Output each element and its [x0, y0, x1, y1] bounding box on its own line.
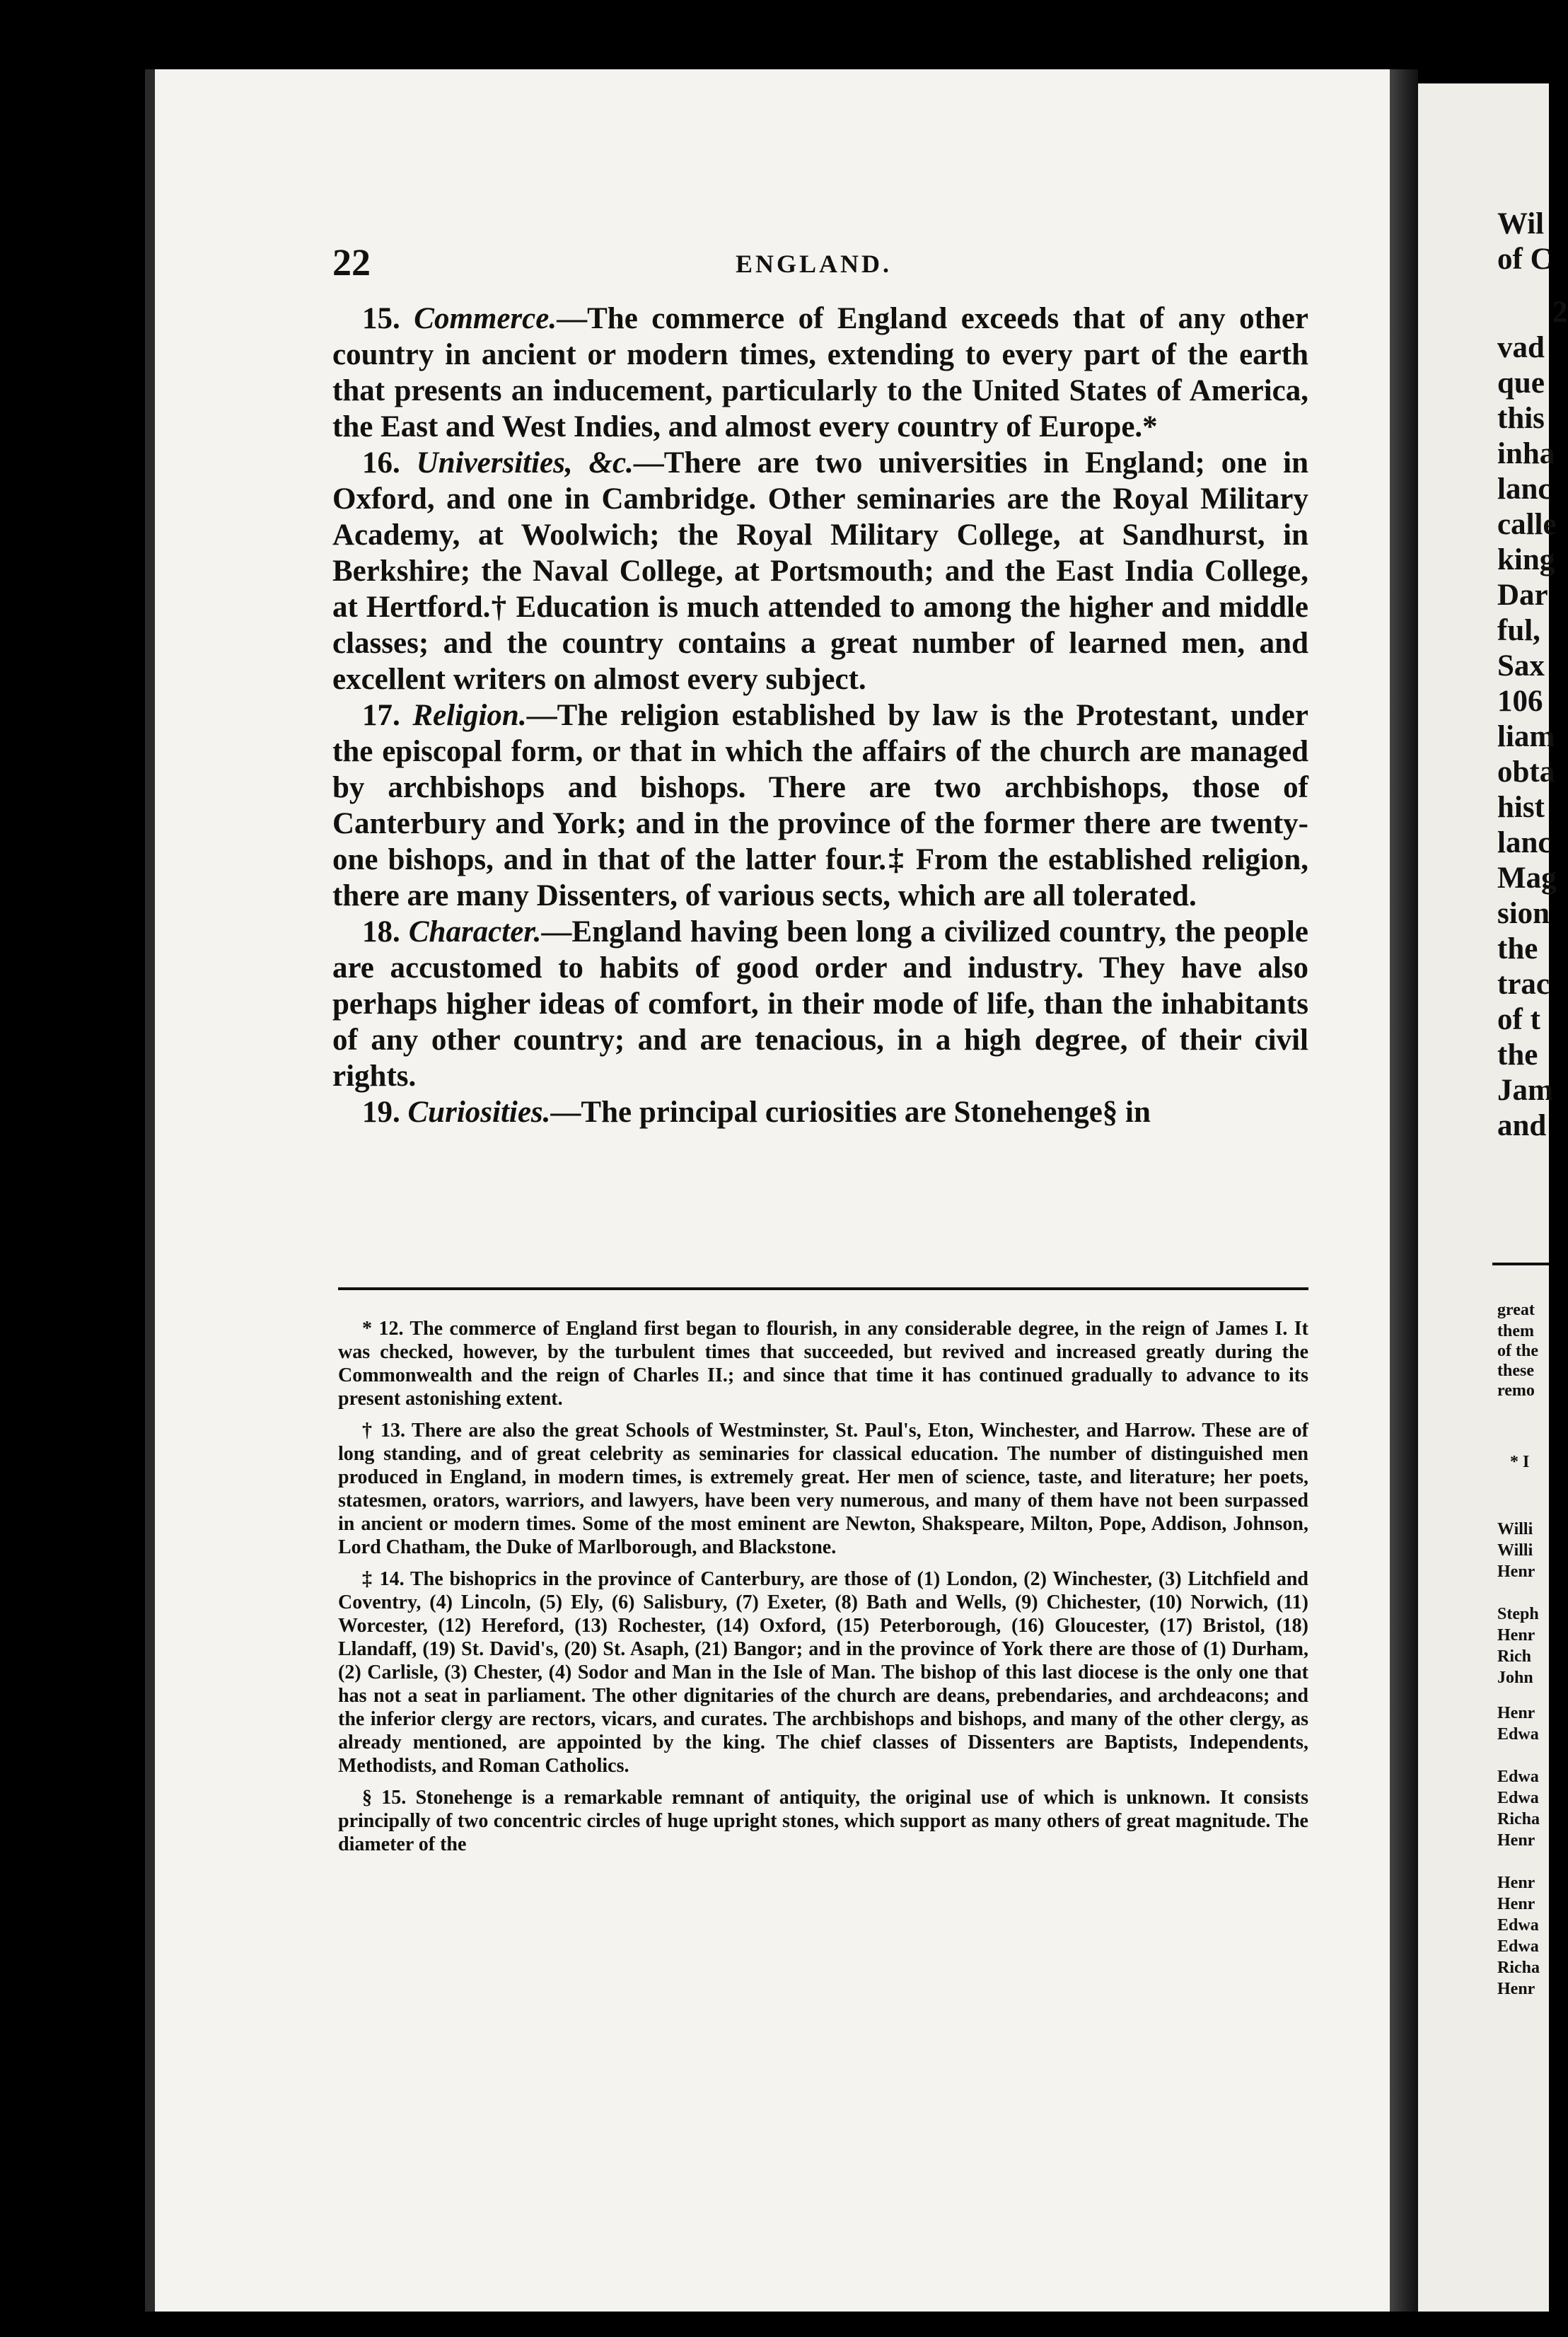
footnotes: [338, 1317, 1308, 1865]
section-number: 19.: [362, 1096, 400, 1129]
page-number: 22: [332, 241, 371, 284]
section-text: —The religion established by law is the Protestant, under the episcopal form, or that in which the affairs of the church are managed by archbishops and bishops. There are two archbishops, those of Canterbury and York; and in the province of the former there are twenty-one bishops, and in that of the latter four.‡ From the established religion, there are many Dissenters, of various sects, which are all tolerated.: [332, 699, 1308, 912]
facing-page-fragment: que: [1497, 366, 1545, 400]
facing-page-footnote-fragment: Willi: [1497, 1541, 1533, 1560]
facing-page-fragment: and: [1497, 1109, 1547, 1142]
page-header: [332, 240, 1323, 283]
paragraph-universities: [332, 445, 1308, 697]
section-heading: Religion.: [412, 699, 527, 732]
running-head: ENGLAND.: [736, 250, 893, 278]
facing-page-fragment: hist: [1497, 791, 1545, 824]
facing-page-footnote-fragment: Henr: [1497, 1626, 1535, 1645]
facing-page-fragment: calle: [1497, 508, 1557, 541]
facing-page-fragment: this: [1497, 402, 1545, 435]
facing-page-footnote-fragment: Henr: [1497, 1562, 1535, 1581]
footnote: § 15. Stonehenge is a remarkable remnant of antiquity, the original use of which is unknown. It consists principally of two concentric circles of huge upright stones, which support as many others of great magnitude. The diameter of the: [338, 1787, 1308, 1855]
facing-page-footnote-fragment: Edwa: [1497, 1725, 1539, 1744]
section-number: 16.: [362, 446, 400, 480]
footnote: † 13. There are also the great Schools of Westminster, St. Paul's, Eton, Winchester, and Harrow. These are of long standing, and of great celebrity as seminaries for classical education. The number of distinguished men produced in England, in modern times, is extremely great. Her men of science, taste, and literature; her poets, statesmen, orators, warriors, and lawyers, have been very numerous, and many of them have not been surpassed in ancient or modern times. Some of the most eminent are Newton, Shakspeare, Milton, Pope, Addison, Johnson, Lord Chatham, the Duke of Marlborough, and Blackstone.: [338, 1420, 1308, 1558]
paragraph-religion: [332, 697, 1308, 914]
facing-page-footnote-fragment: Richa: [1497, 1959, 1540, 1977]
facing-page-footnote-fragment: them: [1497, 1322, 1534, 1340]
paragraph-character: [332, 914, 1308, 1094]
book-gutter: [1390, 69, 1418, 2312]
section-number: 18.: [362, 915, 400, 949]
facing-page-fragment: the: [1497, 1038, 1538, 1072]
facing-page-fragment: the: [1497, 932, 1538, 965]
facing-page-fragment: of C: [1497, 243, 1552, 276]
facing-page-edge: [1418, 83, 1568, 2312]
footnote: * 12. The commerce of England first began to flourish, in any considerable degree, in the reign of James I. It was checked, however, by the turbulent times that succeeded, but revived and increased greatly during the Commonwealth and the reign of Charles II.; and since that time it has continued gradually to advance to its present astonishing extent.: [338, 1318, 1308, 1410]
facing-page-footnote-fragment: * I: [1510, 1453, 1530, 1471]
facing-page-fragment: obta: [1497, 755, 1555, 789]
facing-page-footnote-fragment: Henr: [1497, 1895, 1535, 1913]
paragraph-curiosities: [332, 1094, 1308, 1130]
section-text: —England having been long a civilized country, the people are accustomed to habits of good order and industry. They have also perhaps higher ideas of comfort, in their mode of life, than the inhabitants of any other country; and are tenacious, in a high degree, of their civil rights.: [332, 915, 1309, 1093]
facing-page-fragment: king: [1497, 543, 1555, 576]
facing-page-fragment: liam: [1497, 720, 1555, 753]
facing-page-footnote-fragment: these: [1497, 1362, 1534, 1380]
facing-page-footnote-fragment: John: [1497, 1669, 1533, 1687]
facing-page-footnote-fragment: Edwa: [1497, 1768, 1539, 1786]
facing-page-footnote-fragment: Willi: [1497, 1520, 1533, 1538]
section-text: —The commerce of England exceeds that of any other country in ancient or modern times, extending to every part of the earth that presents an inducement, particularly to the United States of America, the East and West Indies, and almost every country of Europe.*: [332, 302, 1309, 443]
facing-page-fragment: ful,: [1497, 614, 1540, 647]
facing-page-footnote-fragment: great: [1497, 1301, 1535, 1319]
facing-page-footnote-fragment: of the: [1497, 1342, 1538, 1360]
section-heading: Universities, &c.: [416, 446, 634, 480]
section-text: —There are two universities in England; one in Oxford, and one in Cambridge. Other seminaries are the Royal Military Academy, at Woolwich; the Royal Military College, at Sandhurst, in Berkshire; the Naval College, at Portsmouth; and the East India College, at Hertford.† Education is much attended to among the higher and middle classes; and the country contains a great number of learned men, and excellent writers on almost every subject.: [332, 446, 1309, 696]
facing-page-fragment: Jam: [1497, 1074, 1553, 1107]
facing-page-footnote-fragment: Edwa: [1497, 1916, 1539, 1935]
section-number: 17.: [362, 699, 400, 732]
facing-page-fragment: 106: [1497, 685, 1543, 718]
facing-page-fragment: inha: [1497, 437, 1555, 470]
facing-page-footnote-fragment: Henr: [1497, 1704, 1535, 1722]
facing-page-footnote-fragment: Richa: [1497, 1810, 1540, 1828]
facing-page-fragment: lanc: [1497, 472, 1552, 506]
section-text: —The principal curiosities are Stonehenge§ in: [550, 1096, 1151, 1129]
facing-page-footnote-fragment: Rich: [1497, 1647, 1531, 1666]
main-text: [332, 301, 1308, 1130]
facing-page-fragment: Dar: [1497, 579, 1548, 612]
facing-page-footnote-fragment: Edwa: [1497, 1789, 1539, 1807]
facing-page-footnote-fragment: Steph: [1497, 1605, 1539, 1623]
facing-page-fragment: trac: [1497, 968, 1550, 1001]
facing-page-fragment: Wil: [1497, 207, 1545, 240]
facing-page-fragment: Sax: [1497, 649, 1545, 683]
facing-page-rule: [1492, 1263, 1549, 1265]
facing-page-fragment: vad: [1497, 331, 1545, 364]
paragraph-commerce: [332, 301, 1308, 445]
section-heading: Commerce.: [414, 302, 557, 335]
facing-page-fragment: of t: [1497, 1003, 1540, 1036]
facing-page-fragment: 2: [1552, 296, 1568, 329]
footnote-divider: [338, 1287, 1308, 1290]
footnote: ‡ 14. The bishoprics in the province of Canterbury, are those of (1) London, (2) Winchester, (3) Litchfield and Coventry, (4) Lincoln, (5) Ely, (6) Salisbury, (7) Exeter, (8) Bath and Wells, (9) Chichester, (10) Norwich, (11) Worcester, (12) Hereford, (13) Rochester, (14) Oxford, (15) Peterborough, (16) Gloucester, (17) Bristol, (18) Llandaff, (19) St. David's, (20) St. Asaph, (21) Bangor; and in the province of York there are those of (1) Durham, (2) Carlisle, (3) Chester, (4) Sodor and Man in the Isle of Man. The bishop of this last diocese is the only one that has not a seat in parliament. The other dignitaries of the church are deans, prebendaries, and archdeacons; and the inferior clergy are rectors, vicars, and curates. The archbishops and bishops, and many of the other clergy, as already mentioned, are appointed by the king. The chief classes of Dissenters are Baptists, Independents, Methodists, and Roman Catholics.: [338, 1568, 1308, 1777]
facing-page-footnote-fragment: Henr: [1497, 1980, 1535, 1998]
facing-page-footnote-fragment: Henr: [1497, 1831, 1535, 1850]
facing-page-fragment: sion: [1497, 897, 1550, 930]
facing-page-fragment: lanc: [1497, 826, 1552, 859]
facing-page-footnote-fragment: Edwa: [1497, 1937, 1539, 1956]
section-number: 15.: [362, 302, 400, 335]
facing-page-fragment: Mag: [1497, 862, 1557, 895]
facing-page-footnote-fragment: Henr: [1497, 1874, 1535, 1892]
section-heading: Curiosities.: [407, 1096, 551, 1129]
section-heading: Character.: [408, 915, 542, 949]
facing-page-footnote-fragment: remo: [1497, 1381, 1535, 1400]
